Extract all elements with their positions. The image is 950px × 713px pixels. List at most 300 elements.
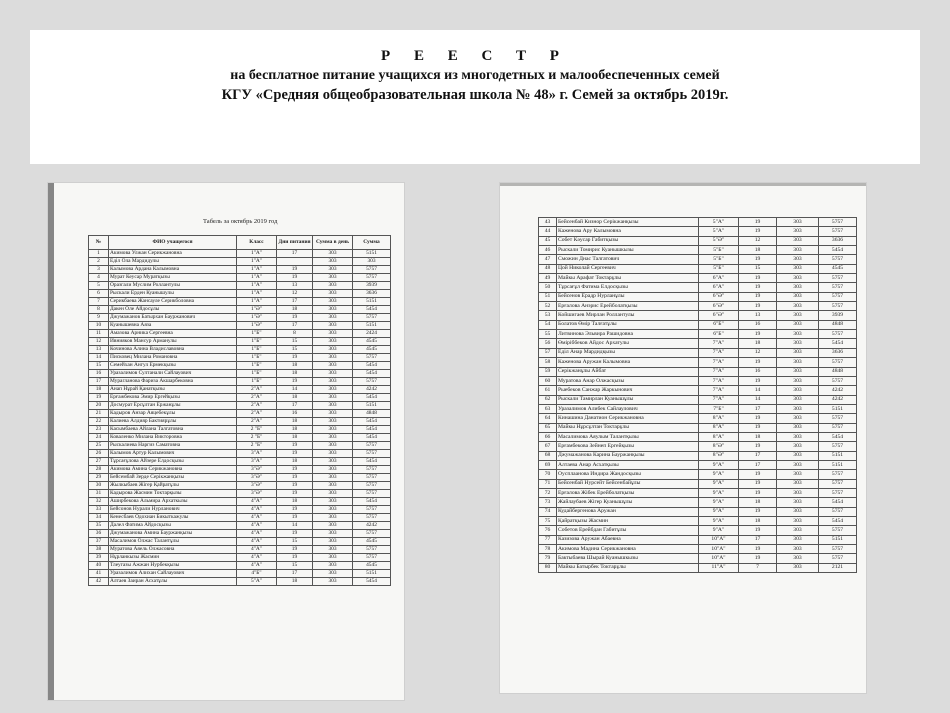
row-number: 5 — [89, 282, 109, 290]
total-sum: 5757 — [353, 450, 391, 458]
student-name: Тлеугазы Ажжан Нурбекқызы — [109, 562, 237, 570]
table-row — [89, 482, 391, 490]
table-row — [89, 506, 391, 514]
meal-days: 19 — [739, 554, 777, 563]
table-row — [89, 402, 391, 410]
student-name: Джумажанова Амина Бауржанқызы — [109, 530, 237, 538]
meal-days: 19 — [739, 414, 777, 423]
daily-sum: 303 — [777, 535, 819, 544]
daily-sum: 303 — [777, 554, 819, 563]
row-number: 68 — [539, 451, 557, 460]
row-number: 55 — [539, 330, 557, 339]
row-number: 49 — [539, 274, 557, 283]
class-cell: 1"Б" — [237, 346, 277, 354]
row-number: 78 — [539, 545, 557, 554]
row-number: 32 — [89, 498, 109, 506]
row-number: 21 — [89, 410, 109, 418]
daily-sum: 303 — [777, 246, 819, 255]
table-row — [539, 432, 857, 441]
total-sum: 5757 — [353, 530, 391, 538]
row-number: 50 — [539, 283, 557, 292]
student-name: Касымбаева Айлана Талгатовна — [109, 426, 237, 434]
class-cell: 3"Ә" — [237, 490, 277, 498]
table-row — [89, 426, 391, 434]
class-cell: 4"Б" — [237, 570, 277, 578]
table-row — [539, 554, 857, 563]
class-cell: 5"Б" — [699, 255, 739, 264]
row-number: 38 — [89, 546, 109, 554]
class-cell: 2"А" — [237, 386, 277, 394]
student-name: Уразалимов Алибек Сайлаулович — [557, 404, 699, 413]
meal-days: 19 — [739, 292, 777, 301]
col-header: № — [89, 236, 109, 250]
meal-days: 18 — [277, 362, 313, 370]
row-number: 13 — [89, 346, 109, 354]
class-cell: 2"А" — [237, 394, 277, 402]
total-sum: 4848 — [353, 410, 391, 418]
meal-days: 18 — [277, 498, 313, 506]
total-sum: 5454 — [819, 432, 857, 441]
student-name: Рыебеков Санжар Жаркынович — [557, 386, 699, 395]
student-name: Мурат Кеусар Муратқызы — [109, 274, 237, 282]
meal-days: 18 — [277, 434, 313, 442]
meal-days: 19 — [739, 283, 777, 292]
class-cell: 1"А" — [237, 282, 277, 290]
class-cell: 2 "Б" — [237, 426, 277, 434]
total-sum: 4242 — [353, 386, 391, 394]
class-cell: 9"А" — [699, 460, 739, 469]
student-name: Акимова Мадина Серикжановна — [557, 545, 699, 554]
meal-days: 14 — [739, 386, 777, 395]
meal-days: 12 — [739, 348, 777, 357]
meal-days: 19 — [739, 227, 777, 236]
daily-sum: 303 — [777, 423, 819, 432]
class-cell: 5"Б" — [699, 246, 739, 255]
class-cell: 6"Ә" — [699, 292, 739, 301]
daily-sum: 303 — [313, 538, 353, 546]
table-row — [89, 434, 391, 442]
table-row — [89, 458, 391, 466]
total-sum: 5757 — [353, 354, 391, 362]
row-number: 48 — [539, 264, 557, 273]
class-cell: 10"А" — [699, 545, 739, 554]
class-cell: 3"А" — [237, 450, 277, 458]
table-row — [89, 298, 391, 306]
class-cell: 3"А" — [237, 458, 277, 466]
class-cell: 9"А" — [699, 526, 739, 535]
total-sum: 3939 — [353, 282, 391, 290]
row-number: 71 — [539, 479, 557, 488]
total-sum: 5757 — [353, 490, 391, 498]
student-name: Литвинова Эльвира Рашидовна — [557, 330, 699, 339]
row-number: 44 — [539, 227, 557, 236]
class-cell: 3"Ә" — [237, 482, 277, 490]
student-name: Амазова Арника Сергеевна — [109, 330, 237, 338]
student-name: Бейсонов Нурали Нурланович — [109, 506, 237, 514]
daily-sum: 303 — [313, 290, 353, 298]
table-row — [89, 490, 391, 498]
register-table-left — [88, 235, 391, 586]
table-row — [539, 488, 857, 497]
daily-sum: 303 — [777, 255, 819, 264]
row-number: 29 — [89, 474, 109, 482]
total-sum: 2424 — [353, 330, 391, 338]
daily-sum: 303 — [777, 358, 819, 367]
daily-sum: 303 — [313, 530, 353, 538]
class-cell: 7"А" — [699, 348, 739, 357]
daily-sum: 303 — [777, 227, 819, 236]
table-row — [89, 498, 391, 506]
row-number: 18 — [89, 386, 109, 394]
class-cell: 5"А" — [699, 218, 739, 227]
total-sum: 5757 — [819, 414, 857, 423]
daily-sum: 303 — [313, 458, 353, 466]
student-name: Далел Фатима Айдосқызы — [109, 522, 237, 530]
student-name: Жылкыбаев Жігер Қайратұлы — [109, 482, 237, 490]
student-name: Жайлаубаев Жігер Куанышұлы — [557, 498, 699, 507]
class-cell: 9"А" — [699, 498, 739, 507]
meal-days: 19 — [277, 266, 313, 274]
row-number: 40 — [89, 562, 109, 570]
total-sum: 4242 — [819, 395, 857, 404]
student-name: Майкы Арафат Токтарұлы — [557, 274, 699, 283]
student-name: Ерғажбекова Эмир Ергейқызы — [109, 394, 237, 402]
student-name: Казизова Аружан Абаевна — [557, 535, 699, 544]
table-row — [539, 460, 857, 469]
table-row — [539, 414, 857, 423]
class-cell: 1"Ә" — [237, 314, 277, 322]
table-row — [539, 423, 857, 432]
meal-days: 19 — [277, 546, 313, 554]
total-sum: 3939 — [819, 311, 857, 320]
table-row — [89, 386, 391, 394]
row-number: 30 — [89, 482, 109, 490]
student-name: Рыскали Тамирлан Куанышұлы — [557, 395, 699, 404]
row-number: 75 — [539, 517, 557, 526]
row-number: 59 — [539, 367, 557, 376]
total-sum: 5757 — [819, 274, 857, 283]
class-cell: 7"А" — [699, 358, 739, 367]
daily-sum: 303 — [777, 563, 819, 572]
row-number: 31 — [89, 490, 109, 498]
register-table-right — [538, 217, 857, 573]
row-number: 47 — [539, 255, 557, 264]
student-name: Анап Нұрай Қанатқызы — [109, 386, 237, 394]
row-number: 15 — [89, 362, 109, 370]
class-cell: 7"А" — [699, 339, 739, 348]
daily-sum: 303 — [777, 470, 819, 479]
daily-sum: 303 — [777, 526, 819, 535]
total-sum: 3636 — [819, 236, 857, 245]
daily-sum: 303 — [313, 306, 353, 314]
student-name: Уразалимов Султанали Сайлауович — [109, 370, 237, 378]
table-row — [89, 346, 391, 354]
class-cell: 1"Б" — [237, 354, 277, 362]
table-row — [539, 264, 857, 273]
meal-days: 19 — [277, 530, 313, 538]
student-name: Оусплаанова Индира Жандосқызы — [557, 470, 699, 479]
total-sum: 4242 — [819, 386, 857, 395]
class-cell: 6"Б" — [699, 330, 739, 339]
meal-days: 17 — [277, 570, 313, 578]
daily-sum: 303 — [313, 386, 353, 394]
class-cell: 9"А" — [699, 507, 739, 516]
student-name: Бейсенбай Нурсейт Бейсенбайұлы — [557, 479, 699, 488]
table-row — [89, 322, 391, 330]
daily-sum: 303 — [313, 258, 353, 266]
meal-days: 19 — [739, 330, 777, 339]
table-row — [539, 302, 857, 311]
total-sum: 4545 — [819, 264, 857, 273]
row-number: 3 — [89, 266, 109, 274]
daily-sum: 303 — [777, 320, 819, 329]
daily-sum: 303 — [313, 402, 353, 410]
table-row — [89, 514, 391, 522]
meal-days: 17 — [277, 402, 313, 410]
meal-days: 18 — [739, 339, 777, 348]
table-row — [89, 570, 391, 578]
meal-days: 19 — [739, 255, 777, 264]
daily-sum: 303 — [313, 570, 353, 578]
meal-days: 8 — [277, 330, 313, 338]
table-row — [89, 266, 391, 274]
row-number: 66 — [539, 432, 557, 441]
scan-edge-shadow — [48, 183, 54, 700]
student-name: Акимова Амина Серикжановна — [109, 466, 237, 474]
table-row — [89, 258, 391, 266]
meal-days: 19 — [739, 507, 777, 516]
meal-days: 14 — [277, 522, 313, 530]
row-number: 53 — [539, 311, 557, 320]
row-number: 19 — [89, 394, 109, 402]
daily-sum: 303 — [777, 507, 819, 516]
class-cell: 4"А" — [237, 514, 277, 522]
meal-days: 18 — [739, 432, 777, 441]
meal-days: 19 — [739, 274, 777, 283]
table-row — [89, 250, 391, 258]
table-row — [539, 283, 857, 292]
row-number: 26 — [89, 450, 109, 458]
meal-days: 19 — [277, 274, 313, 282]
row-number: 67 — [539, 442, 557, 451]
class-cell: 4"А" — [237, 530, 277, 538]
student-name: Муратова Анар Олжасқызы — [557, 376, 699, 385]
daily-sum: 303 — [313, 378, 353, 386]
student-name: Джумажанова Карина Бауржанқызы — [557, 451, 699, 460]
meal-days — [277, 258, 313, 266]
table-row — [539, 330, 857, 339]
table-row — [89, 338, 391, 346]
class-cell: 6"Б" — [699, 320, 739, 329]
student-name: Койшигаев Мирлан Роллантулы — [557, 311, 699, 320]
student-name: Коваленко Милана Викторовна — [109, 434, 237, 442]
student-name: Цой Николай Сергеевич — [557, 264, 699, 273]
total-sum: 4848 — [819, 367, 857, 376]
daily-sum: 303 — [313, 490, 353, 498]
daily-sum: 303 — [313, 250, 353, 258]
row-number: 16 — [89, 370, 109, 378]
total-sum: 5454 — [353, 418, 391, 426]
student-name: Өміріббеков Айдос Архатулы — [557, 339, 699, 348]
daily-sum: 303 — [777, 517, 819, 526]
table-row — [539, 535, 857, 544]
class-cell: 2"А" — [237, 410, 277, 418]
meal-days: 19 — [739, 488, 777, 497]
table-row — [539, 292, 857, 301]
row-number: 6 — [89, 290, 109, 298]
student-name: Кадыров Анзар Аяцебекұлы — [109, 410, 237, 418]
table-header-row — [89, 236, 391, 250]
table-row — [539, 348, 857, 357]
table-row — [89, 362, 391, 370]
table-row — [89, 410, 391, 418]
daily-sum: 303 — [777, 498, 819, 507]
row-number: 51 — [539, 292, 557, 301]
table-row — [89, 562, 391, 570]
total-sum: 5757 — [819, 358, 857, 367]
class-cell: 4"А" — [237, 506, 277, 514]
class-cell: 6"Ә" — [699, 311, 739, 320]
student-name: Ерғалова Жібек Ерейболатқызы — [557, 488, 699, 497]
table-row — [539, 451, 857, 460]
col-header: Класс — [237, 236, 277, 250]
daily-sum: 303 — [313, 498, 353, 506]
meal-days: 19 — [277, 450, 313, 458]
total-sum: 4242 — [353, 522, 391, 530]
table-row — [89, 538, 391, 546]
total-sum: 5757 — [353, 506, 391, 514]
class-cell: 8"А" — [699, 432, 739, 441]
total-sum: 5151 — [353, 298, 391, 306]
student-name: Акимова Улжан Серикжановна — [109, 250, 237, 258]
table-row — [89, 330, 391, 338]
row-number: 54 — [539, 320, 557, 329]
student-name: Кинашина Данатион Серикжановна — [557, 414, 699, 423]
row-number: 23 — [89, 426, 109, 434]
daily-sum: 303 — [777, 451, 819, 460]
class-cell: 4"А" — [237, 538, 277, 546]
row-number: 22 — [89, 418, 109, 426]
class-cell: 6"Ә" — [699, 302, 739, 311]
class-cell: 4"А" — [237, 546, 277, 554]
table-row — [89, 314, 391, 322]
student-name: Куанышевна Аяза — [109, 322, 237, 330]
student-name: Каженова Аружан Калымовна — [557, 358, 699, 367]
meal-days: 19 — [739, 526, 777, 535]
meal-days: 17 — [739, 535, 777, 544]
total-sum: 5757 — [353, 442, 391, 450]
daily-sum: 303 — [313, 338, 353, 346]
class-cell: 6"А" — [699, 283, 739, 292]
student-name: Бейсенбай Кизнор Серікжанқызы — [557, 218, 699, 227]
meal-days: 19 — [739, 423, 777, 432]
daily-sum: 303 — [777, 395, 819, 404]
student-name: Ерғалова Анэрис Ерейболатқызы — [557, 302, 699, 311]
row-number: 34 — [89, 514, 109, 522]
total-sum: 5757 — [353, 378, 391, 386]
meal-days: 19 — [277, 378, 313, 386]
student-name: Майкы Нұрсұлтан Токтарұлы — [557, 423, 699, 432]
table-row — [89, 418, 391, 426]
class-cell: 7"Б" — [699, 404, 739, 413]
daily-sum: 303 — [313, 466, 353, 474]
student-name: Кенесбаев Одохиан Бикыткажулы — [109, 514, 237, 522]
daily-sum: 303 — [313, 394, 353, 402]
student-name: Дакен Оле Айдосұлы — [109, 306, 237, 314]
col-header: Дни питания — [277, 236, 313, 250]
table-row — [89, 466, 391, 474]
meal-days: 19 — [739, 442, 777, 451]
student-name: Калымова Ардана Калымовна — [109, 266, 237, 274]
meal-days: 14 — [739, 395, 777, 404]
daily-sum: 303 — [313, 474, 353, 482]
row-number: 27 — [89, 458, 109, 466]
total-sum: 4545 — [353, 338, 391, 346]
row-number: 46 — [539, 246, 557, 255]
meal-days: 19 — [739, 545, 777, 554]
student-name: Муратова Аяель Олжасовна — [109, 546, 237, 554]
daily-sum: 303 — [777, 414, 819, 423]
row-number: 73 — [539, 498, 557, 507]
row-number: 39 — [89, 554, 109, 562]
daily-sum: 303 — [777, 442, 819, 451]
row-number: 57 — [539, 348, 557, 357]
table-row — [539, 526, 857, 535]
daily-sum: 303 — [777, 432, 819, 441]
meal-days: 17 — [739, 460, 777, 469]
class-cell: 1"А" — [237, 274, 277, 282]
class-cell: 2 "Б" — [237, 442, 277, 450]
row-number: 36 — [89, 530, 109, 538]
row-number: 79 — [539, 554, 557, 563]
meal-days: 16 — [277, 410, 313, 418]
total-sum: 5151 — [819, 451, 857, 460]
total-sum: 5757 — [819, 330, 857, 339]
table-row — [539, 255, 857, 264]
class-cell: 2 "Б" — [237, 434, 277, 442]
meal-days: 19 — [277, 354, 313, 362]
student-name: Бейсембай Зерде Серікжанқызы — [109, 474, 237, 482]
class-cell: 7"А" — [699, 395, 739, 404]
total-sum: 5151 — [819, 460, 857, 469]
scanned-sheet-left — [48, 183, 404, 700]
table-row — [89, 394, 391, 402]
table-row — [539, 358, 857, 367]
student-name: Масалимова Аяулым Талантқызы — [557, 432, 699, 441]
student-name: Оразгали Муслим Роллантулы — [109, 282, 237, 290]
student-name: Рыскали Ерден Куанышулы — [109, 290, 237, 298]
daily-sum: 303 — [313, 282, 353, 290]
class-cell: 4"А" — [237, 562, 277, 570]
total-sum: 5454 — [353, 458, 391, 466]
student-name: Собет Кәусар Габитқызы — [557, 236, 699, 245]
meal-days: 12 — [277, 290, 313, 298]
class-cell: 9"А" — [699, 479, 739, 488]
daily-sum: 303 — [313, 330, 353, 338]
table-row — [89, 354, 391, 362]
table-row — [539, 339, 857, 348]
col-header: Сумма — [353, 236, 391, 250]
meal-days: 19 — [277, 442, 313, 450]
daily-sum: 303 — [777, 479, 819, 488]
total-sum: 5454 — [819, 339, 857, 348]
total-sum: 5454 — [353, 362, 391, 370]
student-name: Еділ Анар Мардидқызы — [557, 348, 699, 357]
table-row — [89, 578, 391, 586]
row-number: 35 — [89, 522, 109, 530]
table-row — [89, 370, 391, 378]
meal-days: 12 — [739, 236, 777, 245]
